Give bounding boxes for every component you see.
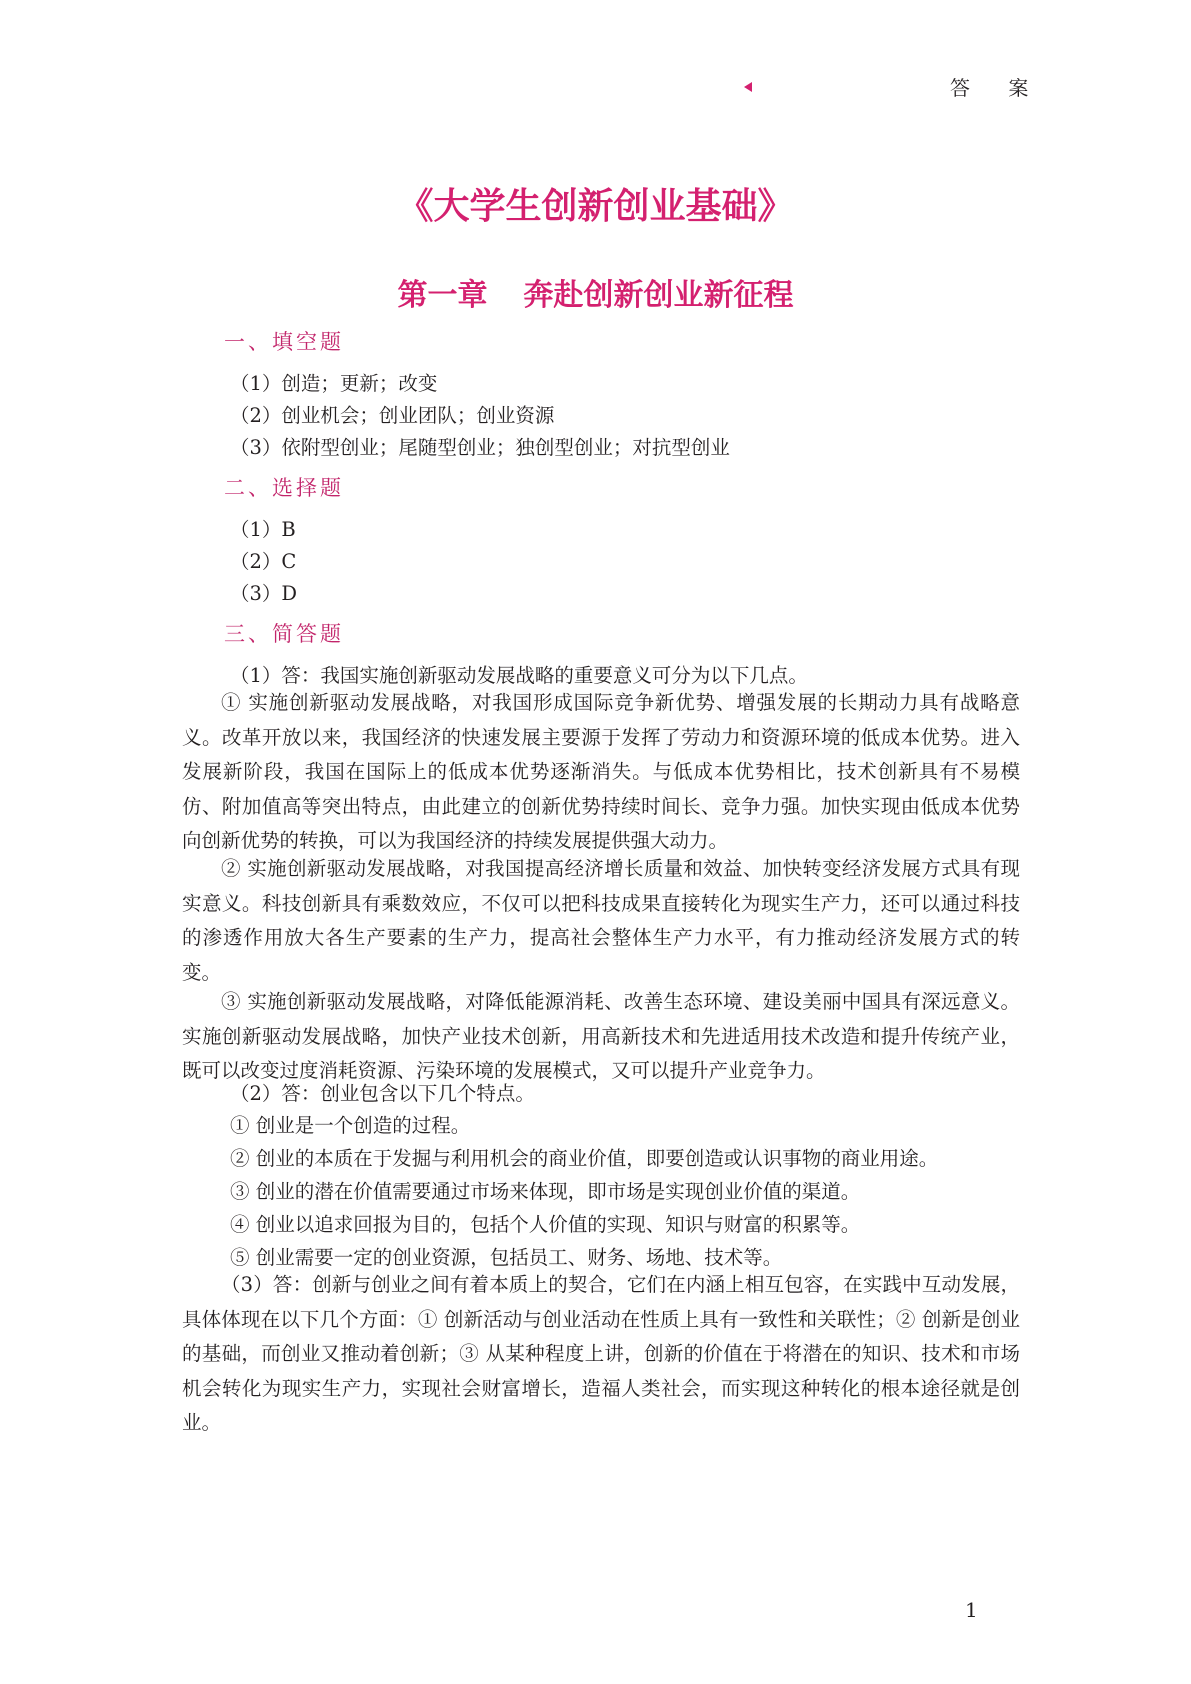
header-triangle-icon: [744, 82, 752, 92]
fill-blank-item: （1）创造；更新；改变: [230, 372, 438, 395]
choice-item: （3）D: [230, 582, 298, 605]
choice-item: （2）C: [230, 550, 297, 573]
answer-2-item: ① 创业是一个创造的过程。: [230, 1114, 471, 1137]
answer-2-item: ④ 创业以追求回报为目的，包括个人价值的实现、知识与财富的积累等。: [230, 1213, 861, 1236]
section-title-choice: 二、选择题: [224, 476, 344, 500]
header-label: 答 案: [950, 76, 1045, 100]
answer-1-point-2: ② 实施创新驱动发展战略，对我国提高经济增长质量和效益、加快转变经济发展方式具有现实意义。科技创新具有乘数效应，不仅可以把科技成果直接转化为现实生产力，还可以通过科技的渗透作用放大各生产要素的生产力，提高社会整体生产力水平，有力推动经济发展方式的转变。: [182, 857, 1020, 984]
answer-2-item: ⑤ 创业需要一定的创业资源，包括员工、财务、场地、技术等。: [230, 1246, 783, 1269]
book-title: 《大学生创新创业基础》: [397, 186, 794, 227]
answer-1-point-1: ① 实施创新驱动发展战略，对我国形成国际竞争新优势、增强发展的长期动力具有战略意义。改革开放以来，我国经济的快速发展主要源于发挥了劳动力和资源环境的低成本优势。进入发展新阶段，我国在国际上的低成本优势逐渐消失。与低成本优势相比，技术创新具有不易模仿、附加值高等突出特点，由此建立的创新优势持续时间长、竞争力强。加快实现由低成本优势向创新优势的转换，可以为我国经济的持续发展提供强大动力。: [182, 691, 1020, 852]
page-number: 1: [965, 1598, 978, 1622]
answer-1-point-3: ③ 实施创新驱动发展战略，对降低能源消耗、改善生态环境、建设美丽中国具有深远意义。实施创新驱动发展战略，加快产业技术创新，用高新技术和先进适用技术改造和提升传统产业，既可以改变过度消耗资源、污染环境的发展模式，又可以提升产业竞争力。: [182, 990, 1020, 1082]
fill-blank-item: （2）创业机会；创业团队；创业资源: [230, 404, 555, 427]
fill-blank-item: （3）依附型创业；尾随型创业；独创型创业；对抗型创业: [230, 436, 730, 459]
chapter-title: [0, 270, 1191, 314]
choice-item: （1）B: [230, 518, 296, 541]
answer-1-intro: （1）答：我国实施创新驱动发展战略的重要意义可分为以下几点。: [230, 664, 808, 687]
answer-2-item: ③ 创业的潜在价值需要通过市场来体现，即市场是实现创业价值的渠道。: [230, 1180, 861, 1203]
chapter-number: 第一章: [397, 278, 488, 313]
answer-3: （3）答：创新与创业之间有着本质上的契合，它们在内涵上相互包容，在实践中互动发展，具体体现在以下几个方面：① 创新活动与创业活动在性质上具有一致性和关联性；② 创新是创业的基础，而创业又推动着创新；③ 从某种程度上讲，创新的价值在于将潜在的知识、技术和市场机会转化为现实生产力，实现社会财富增长，造福人类社会，而实现这种转化的根本途径就是创业。: [182, 1273, 1020, 1434]
answer-2-item: ② 创业的本质在于发掘与利用机会的商业价值，即要创造或认识事物的商业用途。: [230, 1147, 939, 1170]
answer-2-intro: （2）答：创业包含以下几个特点。: [230, 1082, 535, 1105]
section-title-fill-blank: 一、填空题: [224, 330, 344, 354]
section-title-short-answer: 三、简答题: [224, 622, 344, 646]
chapter-name: 奔赴创新创业新征程: [523, 278, 794, 313]
